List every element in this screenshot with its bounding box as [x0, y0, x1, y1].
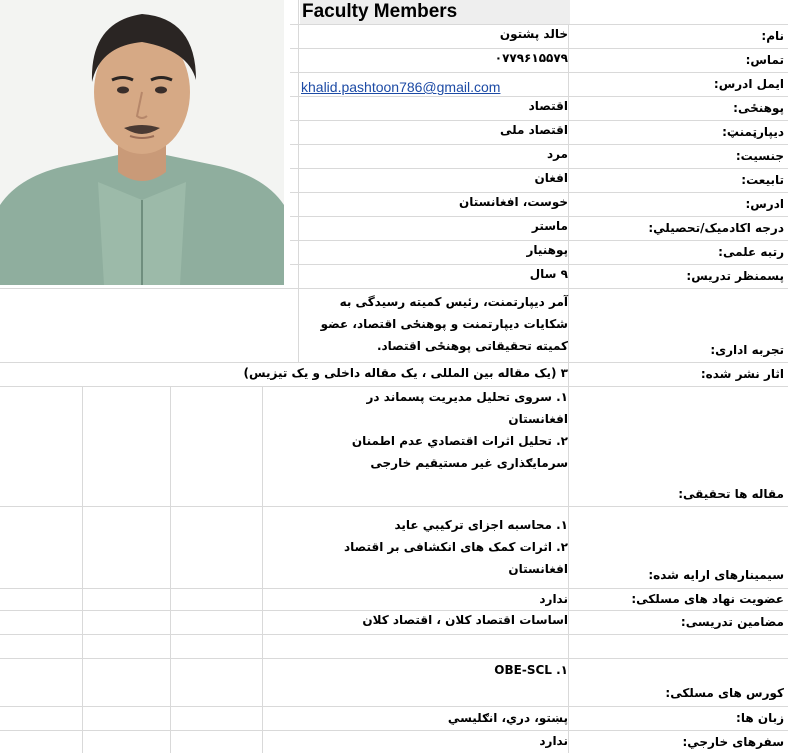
seminars-value	[300, 514, 568, 580]
trips-value: ندارد	[539, 734, 568, 748]
research-line: سرمایګذاری غیر مستیقیم خارجی	[370, 456, 568, 470]
email-link[interactable]: khalid.pashtoon786@gmail.com	[301, 79, 501, 95]
rank-label: رتبه علمی:	[718, 245, 784, 259]
experience-value: ۹ سال	[529, 267, 568, 281]
seminar-line: ۲. اثرات کمک های انکشافی بر اقتصاد	[344, 540, 568, 554]
research-value	[300, 386, 568, 474]
membership-label: عضویت نهاد های مسلکی:	[631, 592, 784, 606]
admin-line: کمیته تحقیقاتی پوهنځی اقتصاد.	[376, 339, 568, 353]
profile-photo	[0, 0, 284, 285]
subjects-value: اساسات اقتصاد کلان ، اقتصاد کلان	[362, 613, 568, 627]
name-value: خالد پشتون	[499, 27, 568, 41]
research-label: مقاله ها تحقیقی:	[678, 487, 784, 501]
admin-line: آمر دیپارتمنت، رئیس کمیته رسیدگی به	[339, 295, 568, 309]
membership-value: ندارد	[539, 592, 568, 606]
degree-label: درجه اکادمیک/تحصیلي:	[648, 221, 784, 235]
seminar-line: ۱. محاسبه اجزای ترکیبي عاید	[394, 518, 568, 532]
email-label: ایمل ادرس:	[713, 77, 784, 91]
subjects-label: مضامین تدریسی:	[680, 615, 784, 629]
courses-value: ۱. OBE-SCL	[494, 663, 568, 677]
research-line: افغانستان	[508, 412, 568, 426]
admin-line: شکایات دیپارتمنت و پوهنځی اقتصاد، عضو	[320, 317, 568, 331]
research-line: ۱. سروی تحلیل مدیریت پسماند در	[366, 390, 568, 404]
address-value: خوست، افغانستان	[458, 195, 568, 209]
contact-value: ۰۷۷۹۶۱۵۵۷۹	[494, 51, 568, 65]
seminar-line: افغانستان	[508, 562, 568, 576]
contact-label: تماس:	[745, 53, 784, 67]
rank-value: پوهنیار	[526, 243, 568, 257]
page-title: Faculty Members	[300, 0, 570, 24]
faculty-label: پوهنځی:	[733, 101, 784, 115]
publications-label: اثار نشر شده:	[700, 367, 784, 381]
trips-label: سفرهای خارجي:	[682, 735, 784, 749]
gender-label: جنسیت:	[735, 149, 784, 163]
address-label: ادرس:	[745, 197, 784, 211]
languages-value: پښتو، دري، انګلیسي	[447, 711, 568, 725]
gender-value: مرد	[546, 147, 568, 161]
nationality-value: افغان	[534, 171, 568, 185]
languages-label: زبان ها:	[736, 711, 784, 725]
research-line: ۲. تحلیل اثرات اقتصادي عدم اطمنان	[351, 434, 568, 448]
faculty-value: اقتصاد	[528, 99, 568, 113]
nationality-label: تابیعت:	[741, 173, 784, 187]
experience-label: پسمنظر تدریس:	[686, 269, 784, 283]
publications-value: ۳ (یک مقاله بین المللی ، یک مقاله داخلی و یک تیزیس)	[243, 366, 568, 380]
admin-value	[300, 291, 568, 357]
seminars-label: سیمینارهای ارایه شده:	[648, 568, 784, 582]
admin-label: تجربه اداری:	[710, 343, 784, 357]
courses-label: کورس های مسلکی:	[665, 686, 784, 700]
degree-value: ماستر	[531, 219, 568, 233]
department-value: اقتصاد ملی	[499, 123, 568, 137]
name-label: نام:	[761, 29, 784, 43]
department-label: دیپارټمنټ:	[722, 125, 784, 139]
